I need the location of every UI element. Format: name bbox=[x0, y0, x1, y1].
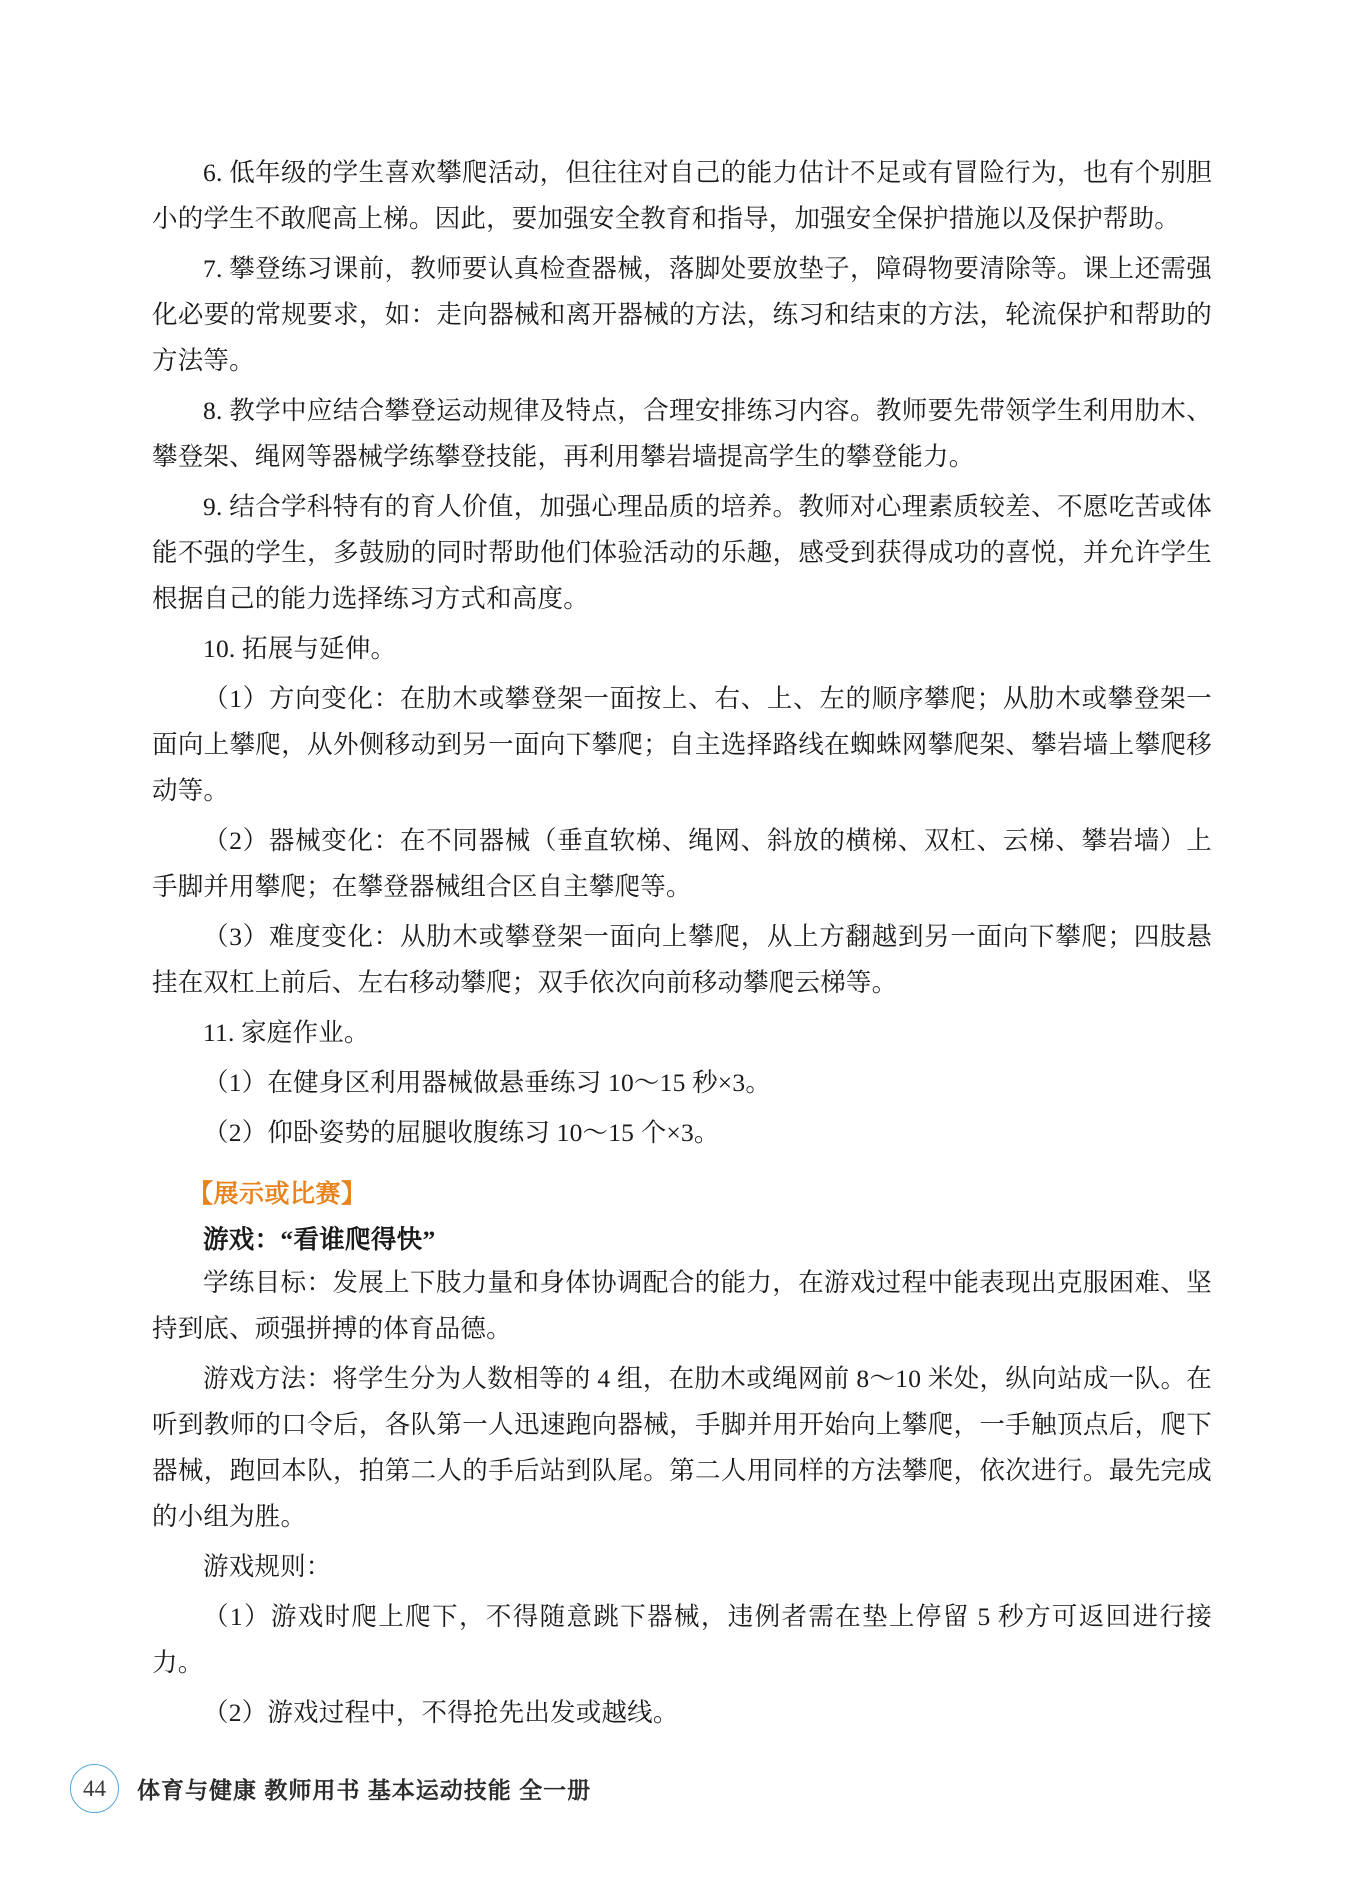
game-rule-2: （2）游戏过程中，不得抢先出发或越线。 bbox=[203, 1698, 679, 1727]
page-number: 44 bbox=[70, 1764, 119, 1813]
paragraph-7: 7. 攀登练习课前，教师要认真检查器械，落脚处要放垫子，障碍物要清除等。课上还需强化必要的常规要求，如：走向器械和离开器械的方法，练习和结束的方法，轮流保护和帮助的方法等。 bbox=[152, 254, 1212, 375]
paragraph-8: 8. 教学中应结合攀登运动规律及特点，合理安排练习内容。教师要先带领学生利用肋木、攀登架、绳网等器械学练攀登技能，再利用攀岩墙提高学生的攀登能力。 bbox=[152, 396, 1212, 471]
page-content bbox=[152, 150, 1212, 1740]
paragraph-11-1: （1）在健身区利用器械做悬垂练习 10～15 秒×3。 bbox=[203, 1068, 772, 1097]
paragraph-11-2: （2）仰卧姿势的屈腿收腹练习 10～15 个×3。 bbox=[203, 1118, 720, 1147]
paragraph-9: 9. 结合学科特有的育人价值，加强心理品质的培养。教师对心理素质较差、不愿吃苦或体能不强的学生，多鼓励的同时帮助他们体验活动的乐趣，感受到获得成功的喜悦，并允许学生根据自己的能力选择练习方式和高度。 bbox=[152, 492, 1212, 613]
section-heading-display: 【展示或比赛】 bbox=[188, 1181, 367, 1208]
paragraph-10-2: （2）器械变化：在不同器械（垂直软梯、绳网、斜放的横梯、双杠、云梯、攀岩墙）上手脚并用攀爬；在攀登器械组合区自主攀爬等。 bbox=[152, 826, 1212, 901]
game-rules-label: 游戏规则： bbox=[203, 1552, 332, 1581]
paragraph-10-3: （3）难度变化：从肋木或攀登架一面向上攀爬，从上方翻越到另一面向下攀爬；四肢悬挂在双杠上前后、左右移动攀爬；双手依次向前移动攀爬云梯等。 bbox=[152, 922, 1212, 997]
game-method: 游戏方法：将学生分为人数相等的 4 组，在肋木或绳网前 8～10 米处，纵向站成一队。在听到教师的口令后，各队第一人迅速跑向器械，手脚并用开始向上攀爬，一手触顶点后，爬下器械，跑回本队，拍第二人的手后站到队尾。第二人用同样的方法攀爬，依次进行。最先完成的小组为胜。 bbox=[152, 1364, 1212, 1531]
game-title: 游戏：“看谁爬得快” bbox=[203, 1225, 436, 1254]
paragraph-10: 10. 拓展与延伸。 bbox=[203, 634, 397, 663]
paragraph-11: 11. 家庭作业。 bbox=[203, 1018, 370, 1047]
game-rule-1: （1）游戏时爬上爬下，不得随意跳下器械，违例者需在垫上停留 5 秒方可返回进行接力。 bbox=[152, 1602, 1212, 1677]
paragraph-6: 6. 低年级的学生喜欢攀爬活动，但往往对自己的能力估计不足或有冒险行为，也有个别胆小的学生不敢爬高上梯。因此，要加强安全教育和指导，加强安全保护措施以及保护帮助。 bbox=[152, 158, 1212, 233]
game-objective: 学练目标：发展上下肢力量和身体协调配合的能力，在游戏过程中能表现出克服困难、坚持到底、顽强拼搏的体育品德。 bbox=[152, 1268, 1212, 1343]
page-footer bbox=[70, 1764, 591, 1813]
paragraph-10-1: （1）方向变化：在肋木或攀登架一面按上、右、上、左的顺序攀爬；从肋木或攀登架一面向上攀爬，从外侧移动到另一面向下攀爬；自主选择路线在蜘蛛网攀爬架、攀岩墙上攀爬移动等。 bbox=[152, 684, 1212, 805]
footer-title: 体育与健康 教师用书 基本运动技能 全一册 bbox=[137, 1777, 592, 1803]
